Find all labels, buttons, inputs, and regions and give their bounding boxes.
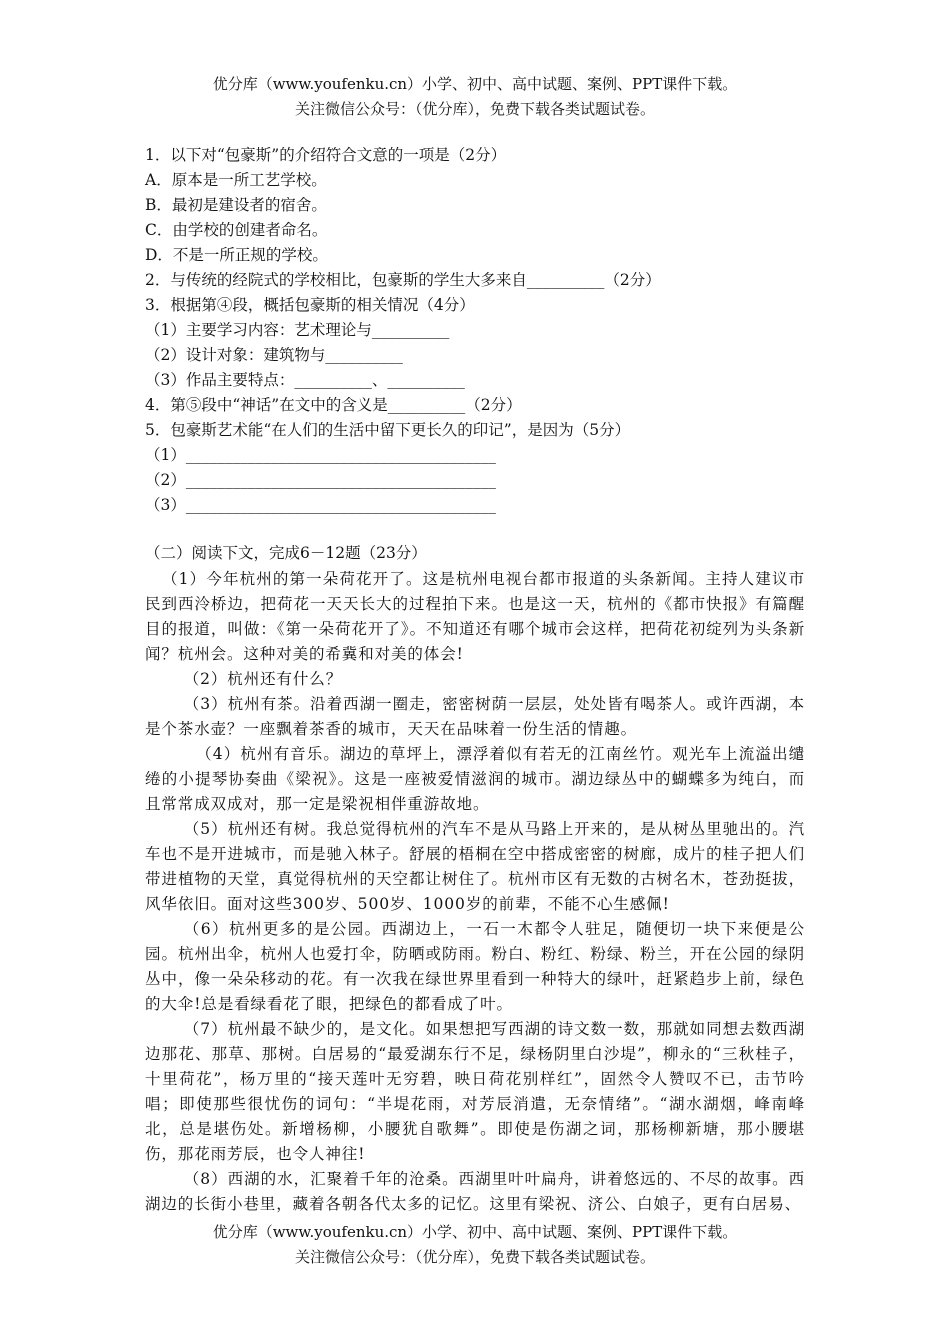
question-3-part-1: （1）主要学习内容：艺术理论与__________ — [145, 321, 450, 339]
question-5-answer-1: （1）________________________________________ — [145, 446, 496, 464]
paragraph-6: （6）杭州更多的是公园。西湖边上，一石一木都令人驻足，随便切一块下来便是公园。杭州出伞，杭州人也爱打伞，防晒或防雨。粉白、粉红、粉绿、粉兰，开在公园的绿阴丛中，像一朵朵移动的花。有一次我在绿世界里看到一种特大的绿叶，赶紧趋步上前，绿色的大伞!总是看绿看花了眼，把绿色的都看成了叶。 — [145, 920, 805, 1013]
question-4: 4．第⑤段中“神话”在文中的含义是__________（2分） — [145, 396, 522, 414]
reading-passage — [145, 567, 805, 1217]
option-d: D．不是一所正规的学校。 — [145, 246, 328, 264]
section-2 — [145, 541, 805, 566]
footer-line-2: 关注微信公众号：（优分库），免费下载各类试题试卷。 — [294, 1248, 655, 1266]
paragraph-3: （3）杭州有茶。沿着西湖一圈走，密密树荫一层层，处处皆有喝茶人。或许西湖，本是个茶水壶？一座飘着茶香的城市，天天在品味着一份生活的情趣。 — [145, 695, 805, 738]
question-3-part-3: （3）作品主要特点：__________、__________ — [145, 371, 465, 389]
paragraph-8: （8）西湖的水，汇聚着千年的沧桑。西湖里叶叶扁舟，讲着悠远的、不尽的故事。西湖边的长街小巷里，藏着各朝各代太多的记忆。这里有梁祝、济公、白娘子，更有白居易、 — [145, 1170, 805, 1213]
question-1: 1．以下对“包豪斯”的介绍符合文意的一项是（2分） — [145, 146, 507, 164]
section-2-title: （二）阅读下文，完成6－12题（23分） — [145, 544, 427, 562]
footer-line-1: 优分库（www.youfenku.cn）小学、初中、高中试题、案例、PPT课件下载。 — [212, 1223, 738, 1241]
question-5-answer-3: （3）________________________________________ — [145, 496, 496, 514]
question-2: 2．与传统的经院式的学校相比，包豪斯的学生大多来自__________（2分） — [145, 271, 661, 289]
paragraph-4: （4）杭州有音乐。湖边的草坪上，漂浮着似有若无的江南丝竹。观光车上流溢出缱绻的小提琴协奏曲《梁祝》。这是一座被爱情滋润的城市。湖边绿丛中的蝴蝶多为纯白，而且常常成双成对，那一定是梁祝相伴重游故地。 — [145, 745, 805, 813]
paragraph-7: （7）杭州最不缺少的，是文化。如果想把写西湖的诗文数一数，那就如同想去数西湖边那花、那草、那树。白居易的“最爱湖东行不足，绿杨阴里白沙堤”，柳永的“三秋桂子，十里荷花”，杨万里的“接天莲叶无穷碧，映日荷花别样红”，固然令人赞叹不已，击节吟唱；即使那些很忧伤的词句：“半堤花雨，对芳辰消遣，无奈情绪”。“湖水湖烟，峰南峰北，总是堪伤处。新增杨柳，小腰犹自歌舞”。即使是伤湖之词，那杨柳新塘，那小腰堪伤，那花雨芳辰，也令人神往! — [145, 1020, 805, 1163]
paragraph-2: （2）杭州还有什么？ — [183, 670, 343, 688]
question-list — [145, 143, 805, 518]
page-footer — [0, 1220, 950, 1270]
page-header — [0, 72, 950, 122]
question-3-part-2: （2）设计对象：建筑物与__________ — [145, 346, 403, 364]
question-3: 3．根据第④段，概括包豪斯的相关情况（4分） — [145, 296, 475, 314]
question-5: 5．包豪斯艺术能“在人们的生活中留下更长久的印记”，是因为（5分） — [145, 421, 631, 439]
paragraph-1: （1）今年杭州的第一朵荷花开了。这是杭州电视台都市报道的头条新闻。主持人建议市民到西泠桥边，把荷花一天天长大的过程拍下来。也是这一天，杭州的《都市快报》有篇醒目的报道，叫做：《第一朵荷花开了》。不知道还有哪个城市会这样，把荷花初绽列为头条新闻？杭州会。这种对美的希冀和对美的体会! — [145, 570, 805, 663]
question-5-answer-2: （2）________________________________________ — [145, 471, 496, 489]
option-c: C．由学校的创建者命名。 — [145, 221, 328, 239]
paragraph-5: （5）杭州还有树。我总觉得杭州的汽车不是从马路上开来的，是从树丛里驰出的。汽车也不是开进城市，而是驰入林子。舒展的梧桐在空中搭成密密的树廊，成片的桂子把人们带进植物的天堂，真觉得杭州的天空都让树住了。杭州市区有无数的古树名木，苍劲挺拔，风华依旧。面对这些300岁、500岁、1000岁的前辈，不能不心生感佩! — [145, 820, 805, 913]
option-a: A．原本是一所工艺学校。 — [145, 171, 327, 189]
header-line-2: 关注微信公众号：（优分库），免费下载各类试题试卷。 — [294, 100, 655, 118]
header-line-1: 优分库（www.youfenku.cn）小学、初中、高中试题、案例、PPT课件下载。 — [212, 75, 738, 93]
option-b: B．最初是建设者的宿舍。 — [145, 196, 327, 214]
